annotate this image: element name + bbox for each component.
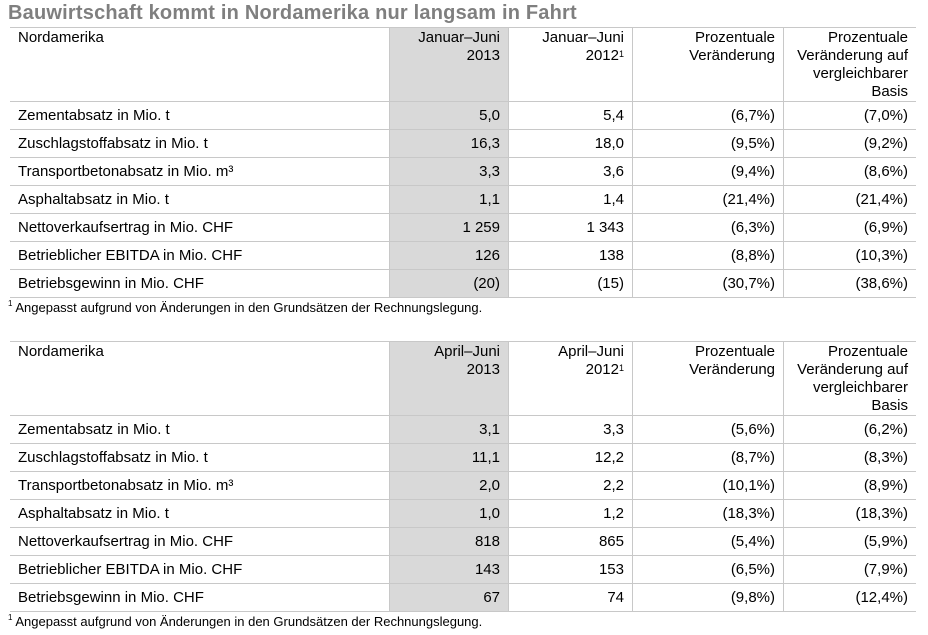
value-prior-period: 18,0 <box>509 130 633 158</box>
value-prior-period: 5,4 <box>509 102 633 130</box>
table-row <box>10 444 916 472</box>
header-percent-change: Prozentuale Veränderung <box>633 28 784 102</box>
table-april-june <box>10 341 916 612</box>
table-row <box>10 158 916 186</box>
header-period-current: Januar–Juni 2013 <box>390 28 509 102</box>
table-row <box>10 528 916 556</box>
value-percent-change-comparable: (38,6%) <box>784 270 917 298</box>
value-current-period: 143 <box>390 556 509 584</box>
value-percent-change: (8,7%) <box>633 444 784 472</box>
value-percent-change-comparable: (7,9%) <box>784 556 917 584</box>
value-prior-period: 2,2 <box>509 472 633 500</box>
row-label: Transportbetonabsatz in Mio. m³ <box>10 158 390 186</box>
value-prior-period: 865 <box>509 528 633 556</box>
value-percent-change-comparable: (6,2%) <box>784 416 917 444</box>
header-period-current: April–Juni 2013 <box>390 342 509 416</box>
value-current-period: (20) <box>390 270 509 298</box>
table-header-row <box>10 28 916 102</box>
value-prior-period: 12,2 <box>509 444 633 472</box>
value-current-period: 11,1 <box>390 444 509 472</box>
value-percent-change-comparable: (8,3%) <box>784 444 917 472</box>
value-current-period: 2,0 <box>390 472 509 500</box>
value-prior-period: 1,2 <box>509 500 633 528</box>
row-label: Asphaltabsatz in Mio. t <box>10 500 390 528</box>
value-percent-change-comparable: (12,4%) <box>784 584 917 612</box>
row-label: Asphaltabsatz in Mio. t <box>10 186 390 214</box>
value-prior-period: 1,4 <box>509 186 633 214</box>
header-percent-change: Prozentuale Veränderung <box>633 342 784 416</box>
value-prior-period: 74 <box>509 584 633 612</box>
value-percent-change-comparable: (18,3%) <box>784 500 917 528</box>
value-prior-period: 3,3 <box>509 416 633 444</box>
value-percent-change-comparable: (8,9%) <box>784 472 917 500</box>
value-current-period: 126 <box>390 242 509 270</box>
value-percent-change: (30,7%) <box>633 270 784 298</box>
value-percent-change: (8,8%) <box>633 242 784 270</box>
header-percent-change-comparable: Prozentuale Veränderung auf vergleichbarer Basis <box>784 342 917 416</box>
header-period-prior: Januar–Juni 2012$^1$ <box>509 28 633 102</box>
value-percent-change: (5,6%) <box>633 416 784 444</box>
header-percent-change-comparable: Prozentuale Veränderung auf vergleichbarer Basis <box>784 28 917 102</box>
value-percent-change-comparable: (21,4%) <box>784 186 917 214</box>
value-percent-change-comparable: (7,0%) <box>784 102 917 130</box>
value-percent-change-comparable: (6,9%) <box>784 214 917 242</box>
page-title: Bauwirtschaft kommt in Nordamerika nur langsam in Fahrt <box>8 2 577 24</box>
table-row <box>10 186 916 214</box>
row-label: Zementabsatz in Mio. t <box>10 416 390 444</box>
value-percent-change: (9,5%) <box>633 130 784 158</box>
table-row <box>10 102 916 130</box>
value-current-period: 818 <box>390 528 509 556</box>
value-percent-change-comparable: (8,6%) <box>784 158 917 186</box>
table-header-row <box>10 342 916 416</box>
value-prior-period: 3,6 <box>509 158 633 186</box>
row-label: Zuschlagstoffabsatz in Mio. t <box>10 130 390 158</box>
value-current-period: 5,0 <box>390 102 509 130</box>
table-row <box>10 416 916 444</box>
value-percent-change-comparable: (9,2%) <box>784 130 917 158</box>
value-current-period: 1,0 <box>390 500 509 528</box>
value-percent-change: (6,7%) <box>633 102 784 130</box>
table-row <box>10 500 916 528</box>
header-region: Nordamerika <box>10 342 390 416</box>
table-row <box>10 556 916 584</box>
header-period-prior: April–Juni 2012$^1$ <box>509 342 633 416</box>
value-percent-change: (6,3%) <box>633 214 784 242</box>
value-percent-change: (9,8%) <box>633 584 784 612</box>
value-percent-change-comparable: (10,3%) <box>784 242 917 270</box>
value-percent-change: (6,5%) <box>633 556 784 584</box>
value-percent-change: (18,3%) <box>633 500 784 528</box>
value-prior-period: 138 <box>509 242 633 270</box>
row-label: Nettoverkaufsertrag in Mio. CHF <box>10 214 390 242</box>
value-percent-change: (10,1%) <box>633 472 784 500</box>
row-label: Betrieblicher EBITDA in Mio. CHF <box>10 556 390 584</box>
value-percent-change: (21,4%) <box>633 186 784 214</box>
footnote: $^1$ Angepasst aufgrund von Änderungen in den Grundsätzen der Rechnungslegung. <box>8 613 483 629</box>
footnote: $^1$ Angepasst aufgrund von Änderungen in den Grundsätzen der Rechnungslegung. <box>8 299 483 315</box>
value-current-period: 16,3 <box>390 130 509 158</box>
header-region: Nordamerika <box>10 28 390 102</box>
table-row <box>10 130 916 158</box>
value-current-period: 1 259 <box>390 214 509 242</box>
value-current-period: 3,1 <box>390 416 509 444</box>
value-prior-period: 153 <box>509 556 633 584</box>
row-label: Nettoverkaufsertrag in Mio. CHF <box>10 528 390 556</box>
row-label: Transportbetonabsatz in Mio. m³ <box>10 472 390 500</box>
row-label: Betriebsgewinn in Mio. CHF <box>10 584 390 612</box>
table-january-june <box>10 27 916 298</box>
row-label: Betrieblicher EBITDA in Mio. CHF <box>10 242 390 270</box>
value-current-period: 67 <box>390 584 509 612</box>
value-percent-change: (5,4%) <box>633 528 784 556</box>
row-label: Zementabsatz in Mio. t <box>10 102 390 130</box>
value-prior-period: (15) <box>509 270 633 298</box>
value-current-period: 3,3 <box>390 158 509 186</box>
row-label: Betriebsgewinn in Mio. CHF <box>10 270 390 298</box>
value-prior-period: 1 343 <box>509 214 633 242</box>
table-row <box>10 584 916 612</box>
row-label: Zuschlagstoffabsatz in Mio. t <box>10 444 390 472</box>
footnote-marker: 1 <box>618 49 624 59</box>
table-row <box>10 270 916 298</box>
footnote-marker: 1 <box>618 363 624 373</box>
value-percent-change-comparable: (5,9%) <box>784 528 917 556</box>
value-percent-change: (9,4%) <box>633 158 784 186</box>
table-row <box>10 242 916 270</box>
table-row <box>10 472 916 500</box>
table-row <box>10 214 916 242</box>
value-current-period: 1,1 <box>390 186 509 214</box>
